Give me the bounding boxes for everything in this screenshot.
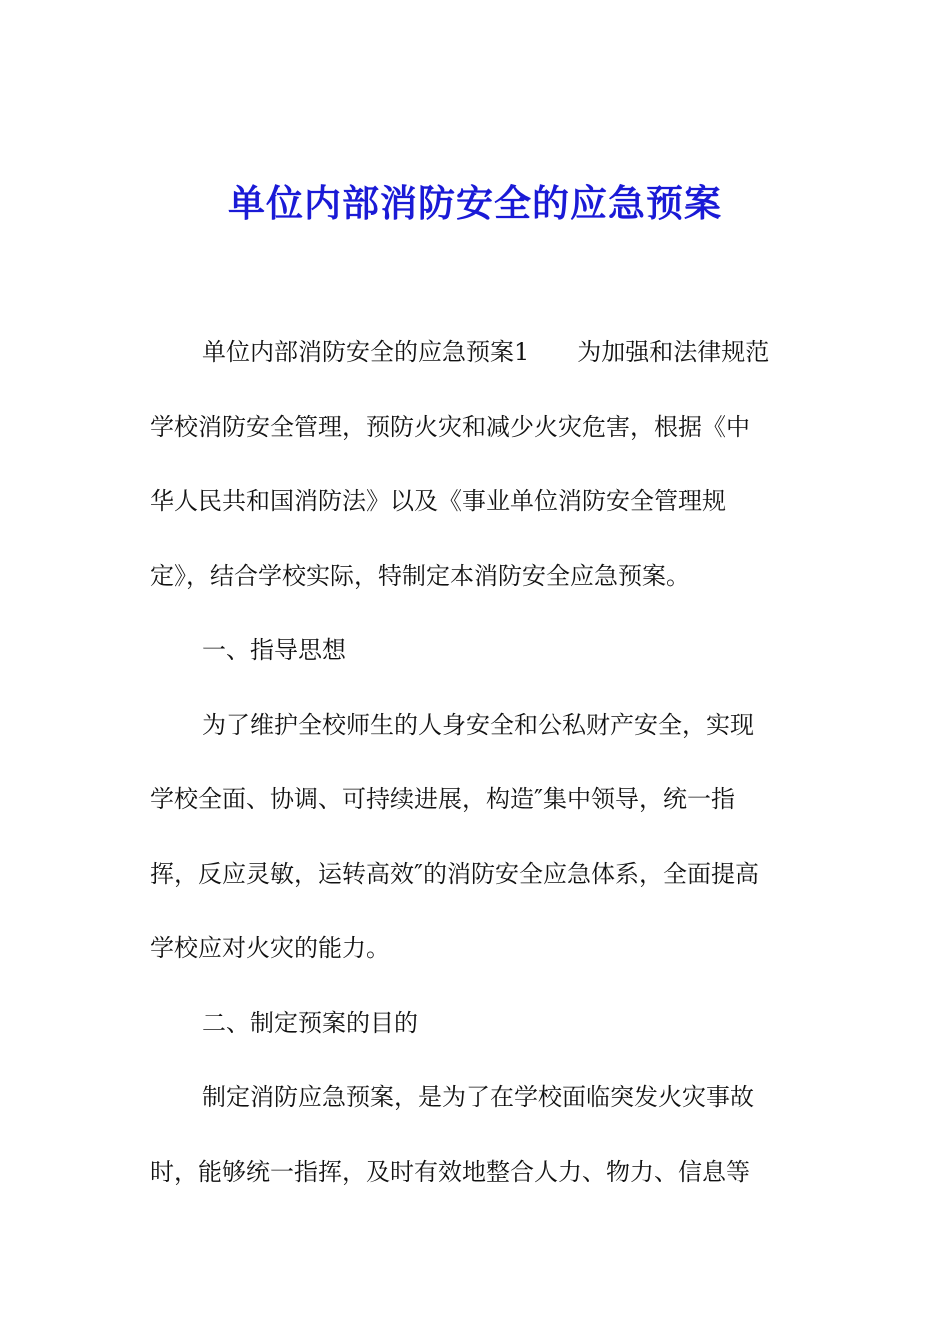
paragraph-line: 定》，结合学校实际，特制定本消防安全应急预案。 [150, 562, 690, 590]
section-heading: 一、指导思想 [202, 636, 346, 664]
paragraph-line: 为了维护全校师生的人身安全和公私财产安全，实现 [202, 711, 754, 739]
section-heading: 二、制定预案的目的 [202, 1009, 418, 1037]
paragraph-line: 单位内部消防安全的应急预案1 为加强和法律规范 [202, 338, 770, 366]
paragraph-line: 挥，反应灵敏，运转高效″的消防安全应急体系，全面提高 [150, 860, 759, 888]
paragraph-line: 华人民共和国消防法》以及《事业单位消防安全管理规 [150, 487, 726, 515]
paragraph-line: 学校应对火灾的能力。 [150, 934, 390, 962]
paragraph-line: 学校全面、协调、可持续进展，构造″集中领导，统一指 [150, 785, 735, 813]
paragraph-line: 学校消防安全管理，预防火灾和减少火灾危害，根据《中 [150, 413, 750, 441]
paragraph-line: 制定消防应急预案，是为了在学校面临突发火灾事故 [202, 1083, 754, 1111]
document-title: 单位内部消防安全的应急预案 [228, 181, 722, 225]
paragraph-line: 时，能够统一指挥，及时有效地整合人力、物力、信息等 [150, 1158, 750, 1186]
